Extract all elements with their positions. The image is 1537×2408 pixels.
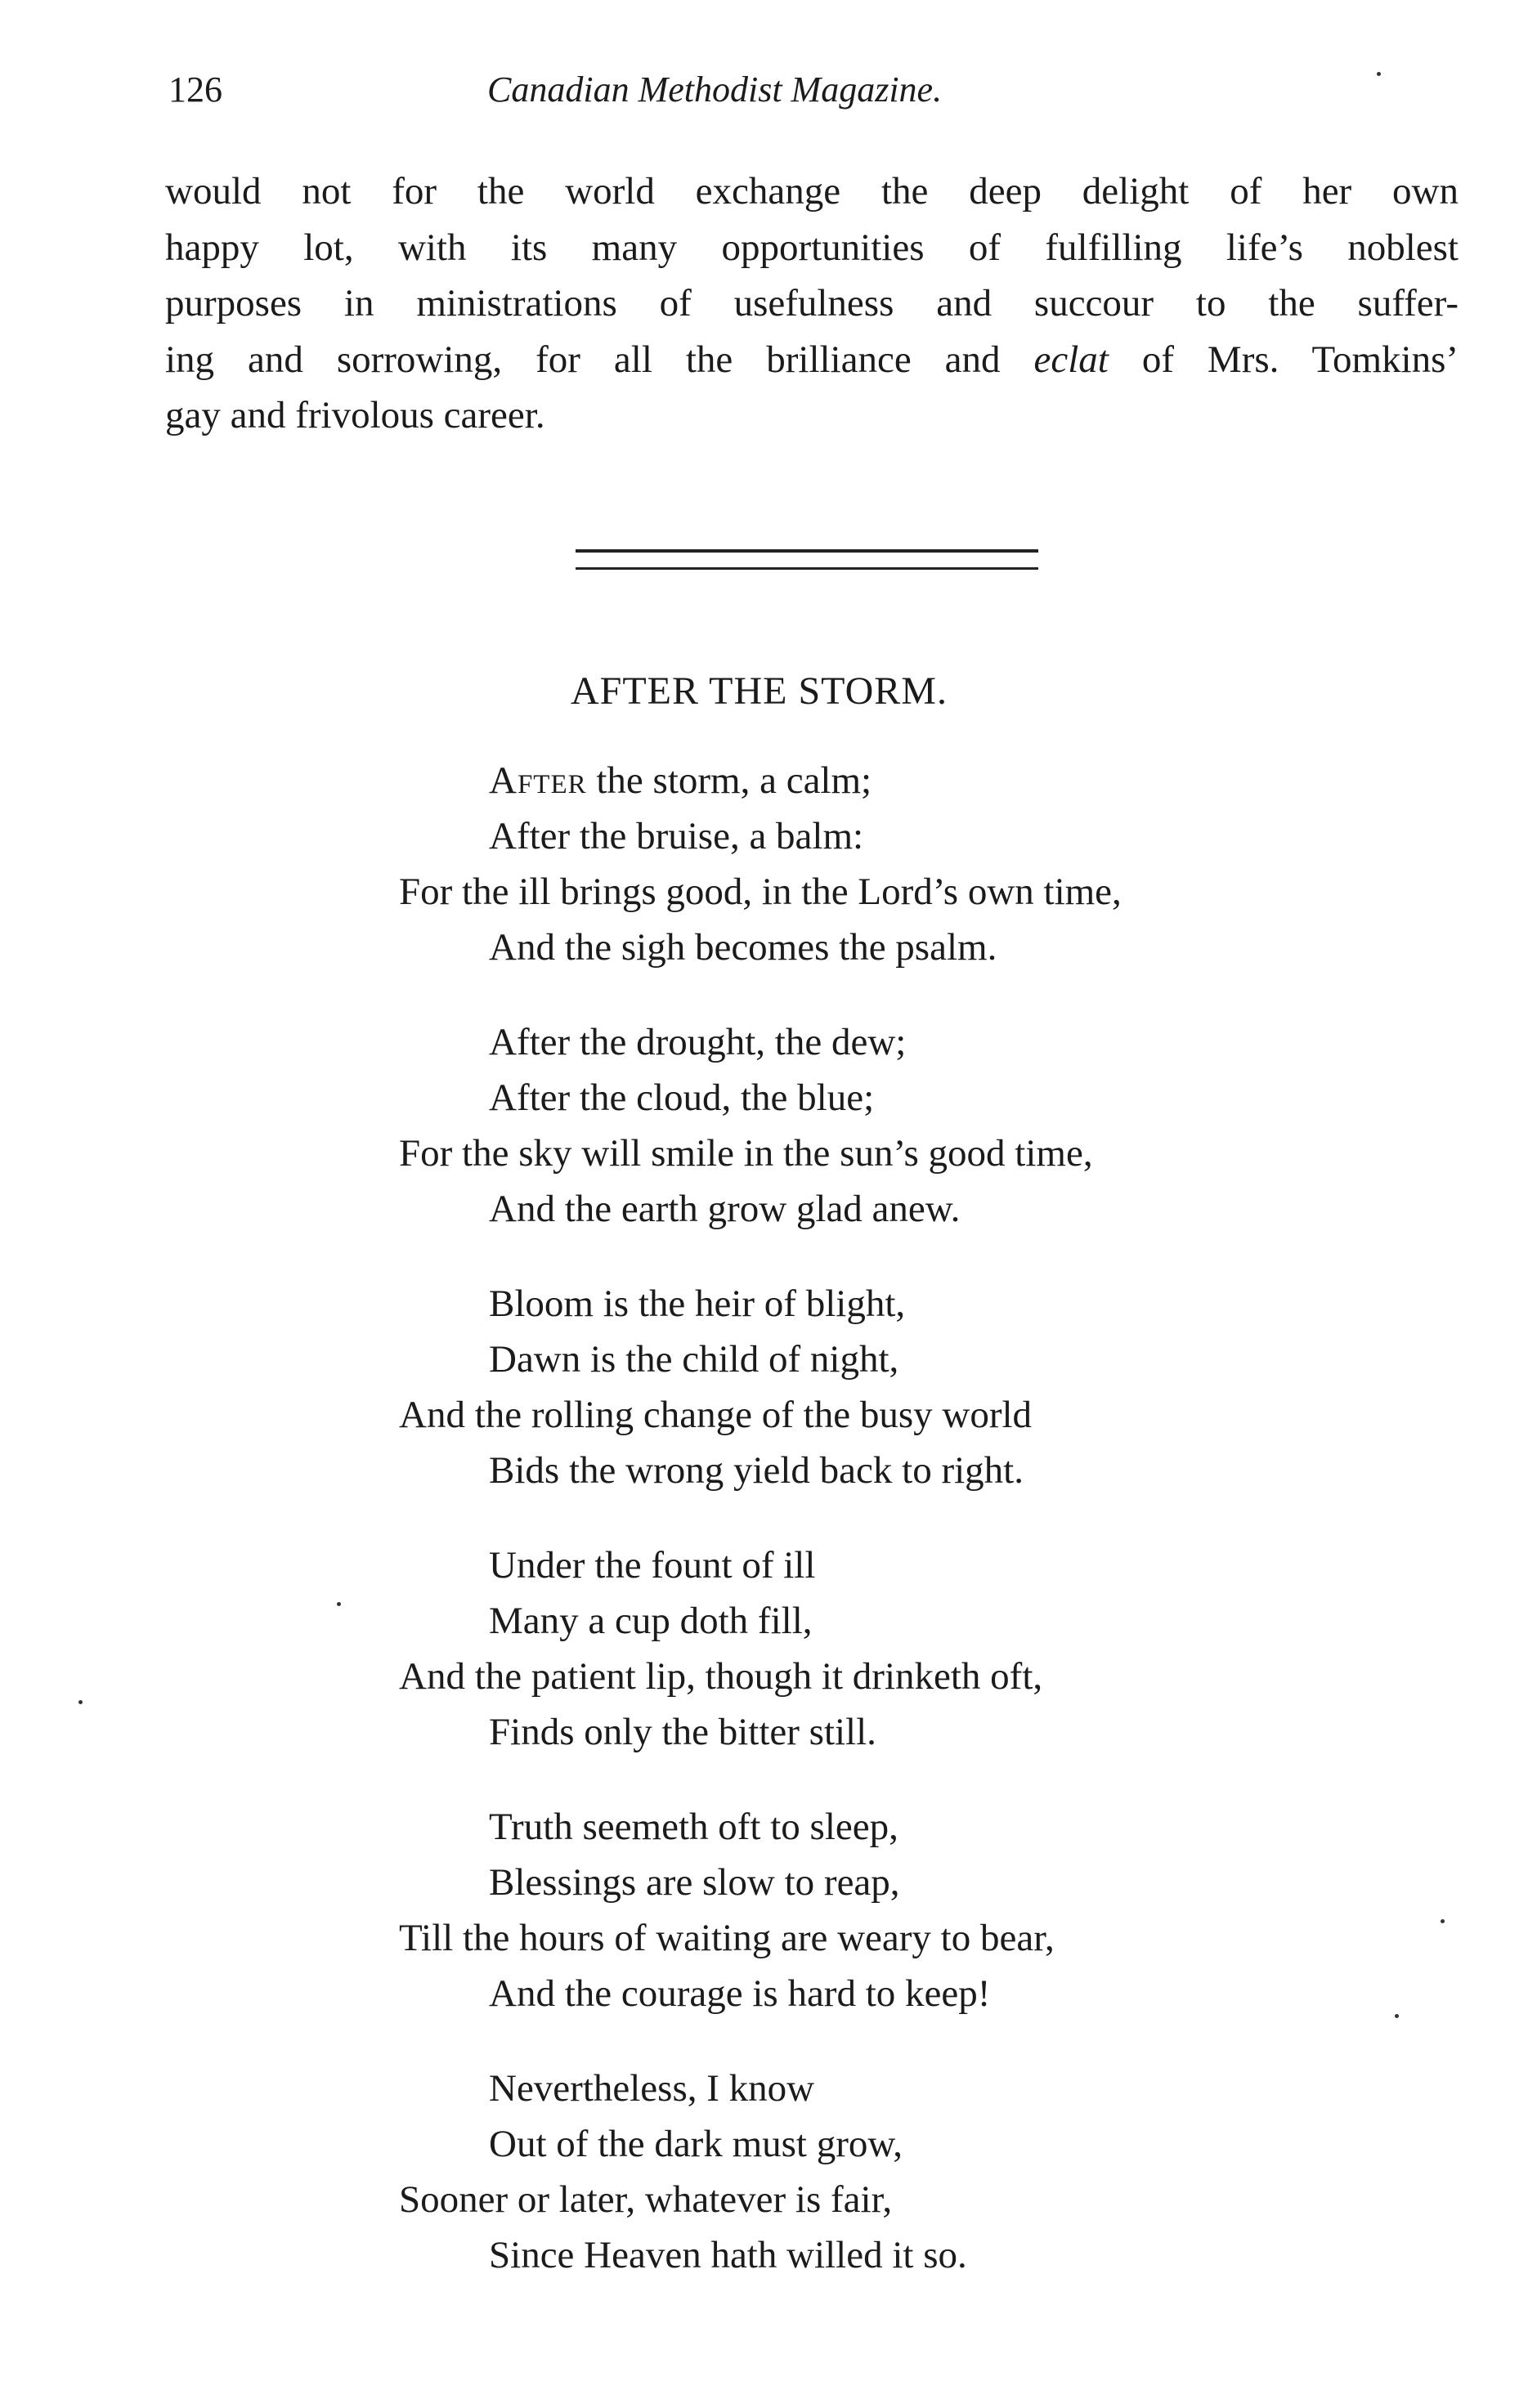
poem-title: AFTER THE STORM.: [571, 669, 948, 713]
verse-line: After the bruise, a balm:: [489, 815, 864, 857]
verse-line: For the ill brings good, in the Lord’s own time,: [399, 871, 1122, 913]
verse-line: Blessings are slow to reap,: [489, 1861, 900, 1904]
section-divider-rule: [576, 567, 1038, 570]
prose-paragraph: [165, 163, 1459, 444]
prose-line-segment: of Mrs. Tomkins’: [1141, 338, 1459, 381]
verse-line: Till the hours of waiting are weary to bear,: [399, 1917, 1055, 1959]
scan-speck: [337, 1602, 341, 1606]
prose-line: happy lot, with its many opportunities of fulfilling life’s noblest: [165, 226, 1459, 269]
scan-speck: [78, 1700, 83, 1704]
verse-line: Nevertheless, I know: [489, 2067, 815, 2110]
italic-word: eclat: [1033, 338, 1109, 381]
verse-line: Under the fount of ill: [489, 1544, 816, 1587]
verse-line: Out of the dark must grow,: [489, 2123, 903, 2165]
prose-line: would not for the world exchange the deep delight of her own: [165, 170, 1459, 213]
running-title: Canadian Methodist Magazine.: [487, 69, 943, 110]
section-divider-rule: [576, 549, 1038, 553]
verse-line: Bids the wrong yield back to right.: [489, 1449, 1024, 1492]
verse-line: And the sigh becomes the psalm.: [489, 926, 997, 969]
verse-line: And the earth grow glad anew.: [489, 1188, 961, 1230]
verse-line: [489, 759, 872, 803]
verse-line: Truth seemeth oft to sleep,: [489, 1806, 898, 1848]
verse-line: And the rolling change of the busy world: [399, 1394, 1033, 1436]
prose-line-with-italic: [165, 332, 1459, 388]
verse-line: Since Heaven hath willed it so.: [489, 2234, 967, 2276]
verse-line: For the sky will smile in the sun’s good time,: [399, 1132, 1093, 1175]
scan-speck: [1395, 2014, 1399, 2018]
prose-line: purposes in ministrations of usefulness and succour to the suffer-: [165, 282, 1459, 324]
verse-first-word: After: [489, 759, 587, 802]
verse-line: Sooner or later, whatever is fair,: [399, 2178, 893, 2221]
page-number: 126: [168, 69, 222, 110]
prose-line-segment: ing and sorrowing, for all the brilliance and: [165, 338, 1001, 381]
prose-line: gay and frivolous career.: [165, 394, 545, 436]
verse-line: After the drought, the dew;: [489, 1021, 907, 1063]
verse-line: Bloom is the heir of blight,: [489, 1282, 906, 1325]
verse-line-text: the storm, a calm;: [596, 759, 872, 802]
verse-line: Dawn is the child of night,: [489, 1338, 899, 1381]
verse-line: And the patient lip, though it drinketh oft,: [399, 1655, 1043, 1698]
verse-line: Many a cup doth fill,: [489, 1600, 813, 1642]
verse-line: And the courage is hard to keep!: [489, 1972, 991, 2015]
verse-line: After the cloud, the blue;: [489, 1076, 875, 1119]
scan-speck: [1441, 1919, 1445, 1923]
scan-speck: [1377, 72, 1381, 76]
verse-line: Finds only the bitter still.: [489, 1711, 876, 1753]
